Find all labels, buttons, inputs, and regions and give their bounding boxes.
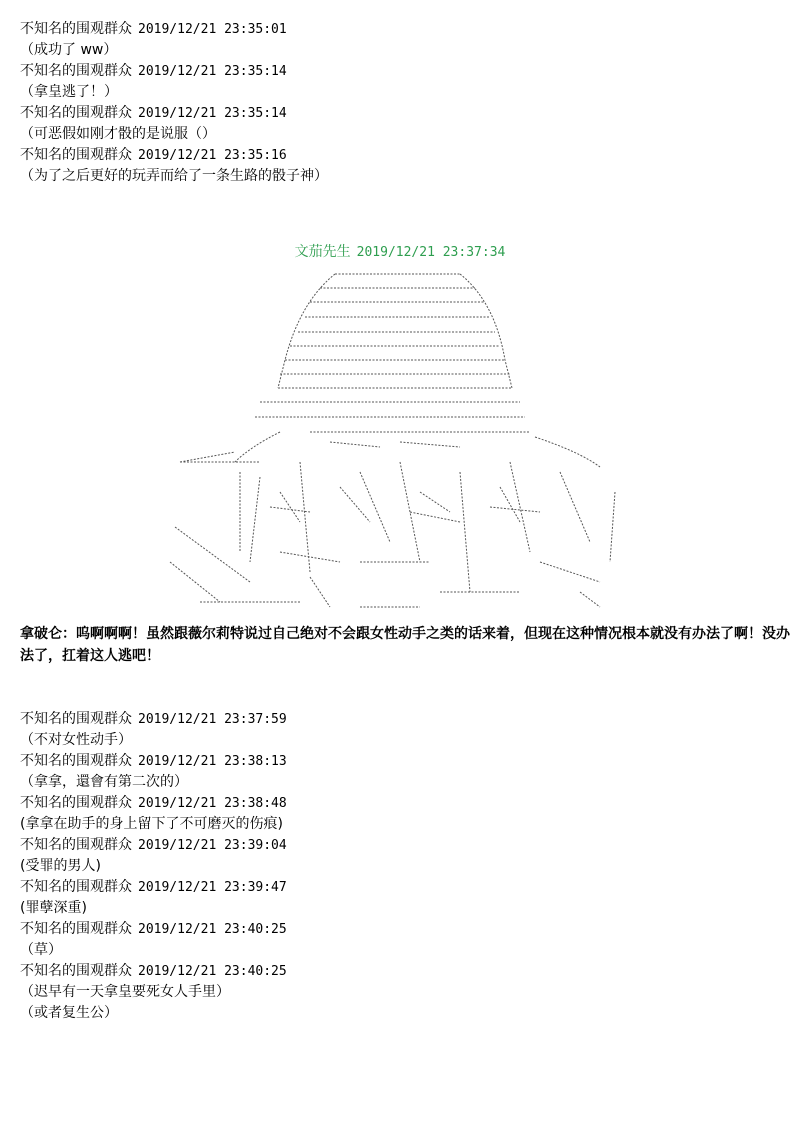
poster-name: 不知名的围观群众 (20, 879, 132, 895)
message-header (20, 103, 790, 124)
poster-name: 不知名的围观群众 (20, 711, 132, 727)
timestamp: 2019/12/21 23:38:48 (138, 796, 287, 811)
poster-name: 不知名的围观群众 (20, 21, 132, 37)
timestamp: 2019/12/21 23:39:47 (138, 880, 287, 895)
message-header (20, 961, 790, 982)
speech-text: 拿破仑：呜啊啊啊！虽然跟薇尔莉特说过自己绝对不会跟女性动手之类的话来着，但现在这种情况根本就没有办法了啊！没办法了，扛着这人逃吧！ (20, 626, 790, 664)
aa-poster-header (0, 241, 800, 263)
message-header (20, 751, 790, 772)
bottom-message-list (20, 709, 790, 1024)
message-header (20, 61, 790, 82)
message-text: （迟早有一天拿皇要死女人手里） (20, 984, 230, 1000)
timestamp: 2019/12/21 23:35:14 (138, 106, 287, 121)
message-text: （为了之后更好的玩弄而给了一条生路的骰子神） (20, 168, 328, 184)
message-text: （成功了 ww） (20, 42, 118, 58)
poster-name: 不知名的围观群众 (20, 105, 132, 121)
timestamp: 2019/12/21 23:40:25 (138, 922, 287, 937)
message-header (20, 709, 790, 730)
message-text: （不对女性动手） (20, 732, 132, 748)
poster-name: 不知名的围观群众 (20, 921, 132, 937)
ascii-art-illustration (160, 262, 640, 617)
message-text: (罪孽深重) (20, 900, 87, 916)
top-message-list (20, 19, 790, 187)
poster-name: 不知名的围观群众 (20, 753, 132, 769)
message-text: （草） (20, 942, 62, 958)
message-text: (拿拿在助手的身上留下了不可磨灭的伤痕) (20, 816, 283, 832)
timestamp: 2019/12/21 23:37:34 (356, 245, 506, 260)
message-header (20, 877, 790, 898)
timestamp: 2019/12/21 23:35:01 (138, 22, 287, 37)
poster-name: 文茄先生 (294, 244, 351, 260)
timestamp: 2019/12/21 23:38:13 (138, 754, 287, 769)
timestamp: 2019/12/21 23:37:59 (138, 712, 287, 727)
message-text: （拿拿，還會有第二次的） (20, 774, 188, 790)
message-text: （可恶假如刚才骰的是说服（） (20, 126, 216, 142)
poster-name: 不知名的围观群众 (20, 963, 132, 979)
message-header (20, 793, 790, 814)
timestamp: 2019/12/21 23:39:04 (138, 838, 287, 853)
poster-name: 不知名的围观群众 (20, 63, 132, 79)
message-header (20, 19, 790, 40)
message-header (20, 835, 790, 856)
timestamp: 2019/12/21 23:35:16 (138, 148, 287, 163)
poster-name: 不知名的围观群众 (20, 837, 132, 853)
message-header (20, 919, 790, 940)
timestamp: 2019/12/21 23:35:14 (138, 64, 287, 79)
message-text: (受罪的男人) (20, 858, 101, 874)
poster-name: 不知名的围观群众 (20, 795, 132, 811)
message-header (20, 145, 790, 166)
message-text: （或者复生公） (20, 1005, 118, 1021)
poster-name: 不知名的围观群众 (20, 147, 132, 163)
message-text: （拿皇逃了！） (20, 84, 118, 100)
ascii-art-figure (160, 262, 640, 617)
timestamp: 2019/12/21 23:40:25 (138, 964, 287, 979)
